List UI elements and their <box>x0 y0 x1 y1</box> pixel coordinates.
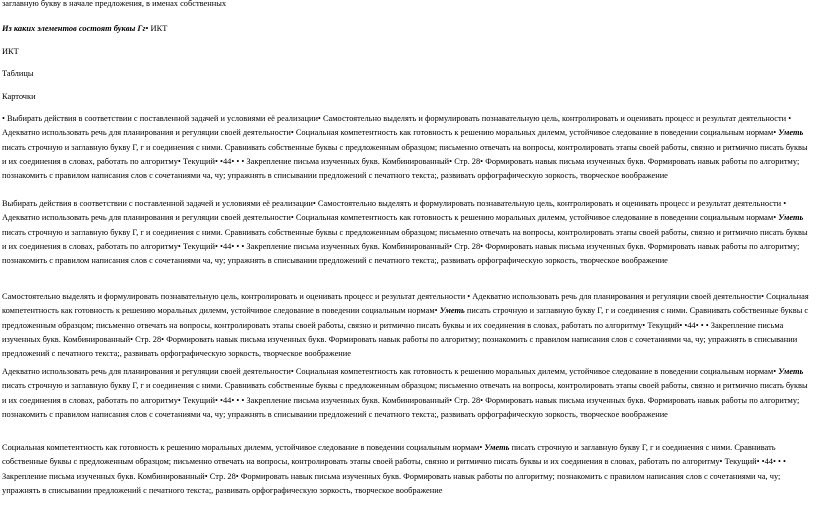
emphasis-umet: Уметь <box>778 367 804 376</box>
intro-line: заглавную букву в начале предложения, в именах собственных <box>2 0 227 8</box>
paragraph-4: Адекватно использовать речь для планирования и регуляции своей деятельности• Социальная компетентность как готовность к решению моральных дилемм, устойчивое следование в поведении социальным нормам• Уметь писать строчную и заглавную букву Г, г и соединения с ними. Сравнивать собственные буквы с предложенным образцом; письменно отвечать на вопросы, контролировать этапы своей работы, связно и ритмично писать буквы и их соединения в словах, работать по алгоритму• Текущий• •44• • • Закрепление письма изученных букв. Комбинированный• Стр. 28• Формировать навык письма изученных букв. Формировать навык работы по алгоритму; познакомить с правилом написания слов с сочетаниями ча, чу; упражнять в списывании предложений с печатного текста;, развивать орфографическую зоркость, творческое воображение <box>2 367 808 419</box>
emphasis-umet: Уметь <box>484 443 510 452</box>
paragraph-3: Самостоятельно выделять и формулировать познавательную цель, контролировать и оценивать процесс и результат деятельности • Адекватно использовать речь для планирования и регуляции своей деятельности• Социальная компетентность как готовность к решению моральных дилемм, устойчивое следование в поведении социальным нормам• Уметь писать строчную и заглавную букву Г, г и соединения с ними. Сравнивать собственные буквы с предложенным образцом; письменно отвечать на вопросы, контролировать этапы своей работы, связно и ритмично писать буквы и их соединения в словах, работать по алгоритму• Текущий• •44• • • Закрепление письма изученных букв. Комбинированный• Стр. 28• Формировать навык письма изученных букв. Формировать навык работы по алгоритму; познакомить с правилом написания слов с сочетаниями ча, чу; упражнять в списывании предложений с печатного текста;, развивать орфографическую зоркость, творческое воображение <box>2 292 809 359</box>
ikt-line: ИКТ <box>2 47 19 56</box>
tables-line: Таблицы <box>2 69 34 78</box>
emphasis-umet: Уметь <box>778 128 804 138</box>
emphasis-umet: Уметь <box>439 306 465 316</box>
paragraph-1: • Выбирать действия в соответствии с поставленной задачей и условиями её реализации• Самостоятельно выделять и формулировать познавательную цель, контролировать и оценивать процесс и результат деятельности • Адекватно использовать речь для планирования и регуляции своей деятельности• Социальная компетентность как готовность к решению моральных дилемм, устойчивое следование в поведении социальным нормам• Уметь писать строчную и заглавную букву Г, г и соединения с ними. Сравнивать собственные буквы с предложенным образцом; письменно отвечать на вопросы, контролировать этапы своей работы, связно и ритмично писать буквы и их соединения в словах, работать по алгоритму• Текущий• •44• • • Закрепление письма изученных букв. Комбинированный• Стр. 28• Формировать навык письма изученных букв. Формировать навык работы по алгоритму; познакомить с правилом написания слов с сочетаниями ча, чу; упражнять в списывании предложений с печатного текста;, развивать орфографическую зоркость, творческое воображение <box>2 114 808 181</box>
question-tail: • ИКТ <box>145 24 168 33</box>
cards-line: Карточки <box>2 92 36 101</box>
emphasis-umet: Уметь <box>778 213 804 223</box>
paragraph-5: Социальная компетентность как готовность к решению моральных дилемм, устойчивое следование в поведении социальным нормам• Уметь писать строчную и заглавную букву Г, г и соединения с ними. Сравнивать собственные буквы с предложенным образцом; письменно отвечать на вопросы, контролировать этапы своей работы, связно и ритмично писать буквы и их соединения в словах, работать по алгоритму• Текущий• •44• • • Закрепление письма изученных букв. Комбинированный• Стр. 28• Формировать навык письма изученных букв. Формировать навык работы по алгоритму; познакомить с правилом написания слов с сочетаниями ча, чу; упражнять в списывании предложений с печатного текста;, развивать орфографическую зоркость, творческое воображение <box>2 443 786 495</box>
paragraph-2: Выбирать действия в соответствии с поставленной задачей и условиями её реализации• Самостоятельно выделять и формулировать познавательную цель, контролировать и оценивать процесс и результат деятельности • Адекватно использовать речь для планирования и регуляции своей деятельности• Социальная компетентность как готовность к решению моральных дилемм, устойчивое следование в поведении социальным нормам• Уметь писать строчную и заглавную букву Г, г и соединения с ними. Сравнивать собственные буквы с предложенным образцом; письменно отвечать на вопросы, контролировать этапы своей работы, связно и ритмично писать буквы и их соединения в словах, работать по алгоритму• Текущий• •44• • • Закрепление письма изученных букв. Комбинированный• Стр. 28• Формировать навык письма изученных букв. Формировать навык работы по алгоритму; познакомить с правилом написания слов с сочетаниями ча, чу; упражнять в списывании предложений с печатного текста;, развивать орфографическую зоркость, творческое воображение <box>2 199 808 266</box>
question-text: Из каких элементов состоят буквы Гг <box>2 24 146 33</box>
question-line <box>2 22 167 36</box>
